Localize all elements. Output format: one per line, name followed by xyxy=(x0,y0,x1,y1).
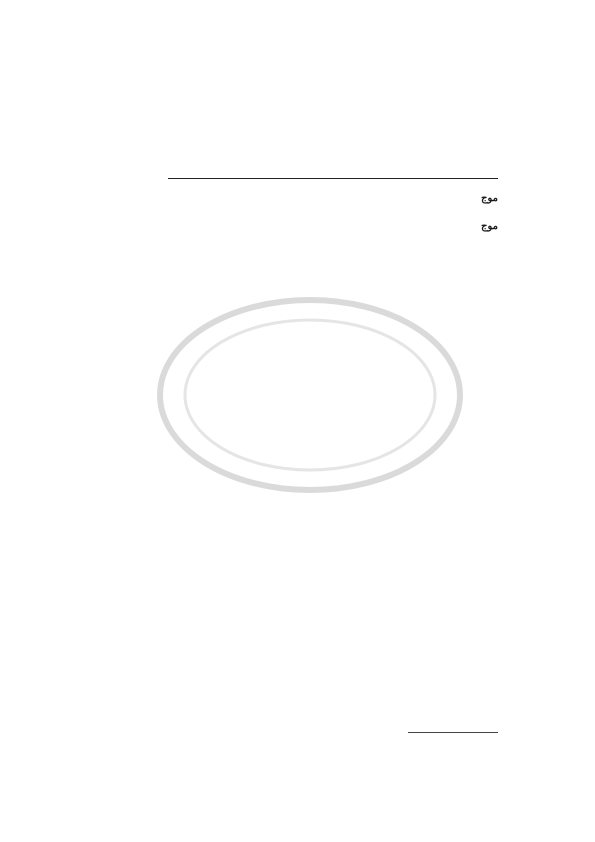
section-heading-two xyxy=(168,218,498,236)
section-heading-one xyxy=(168,190,498,208)
running-header xyxy=(168,162,498,176)
footnote-rule xyxy=(408,732,498,733)
section-marker: موج xyxy=(481,221,498,232)
library-watermark-stamp xyxy=(120,270,500,520)
header-rule xyxy=(168,178,498,179)
section-marker: موج xyxy=(481,193,498,204)
main-text xyxy=(168,180,498,236)
